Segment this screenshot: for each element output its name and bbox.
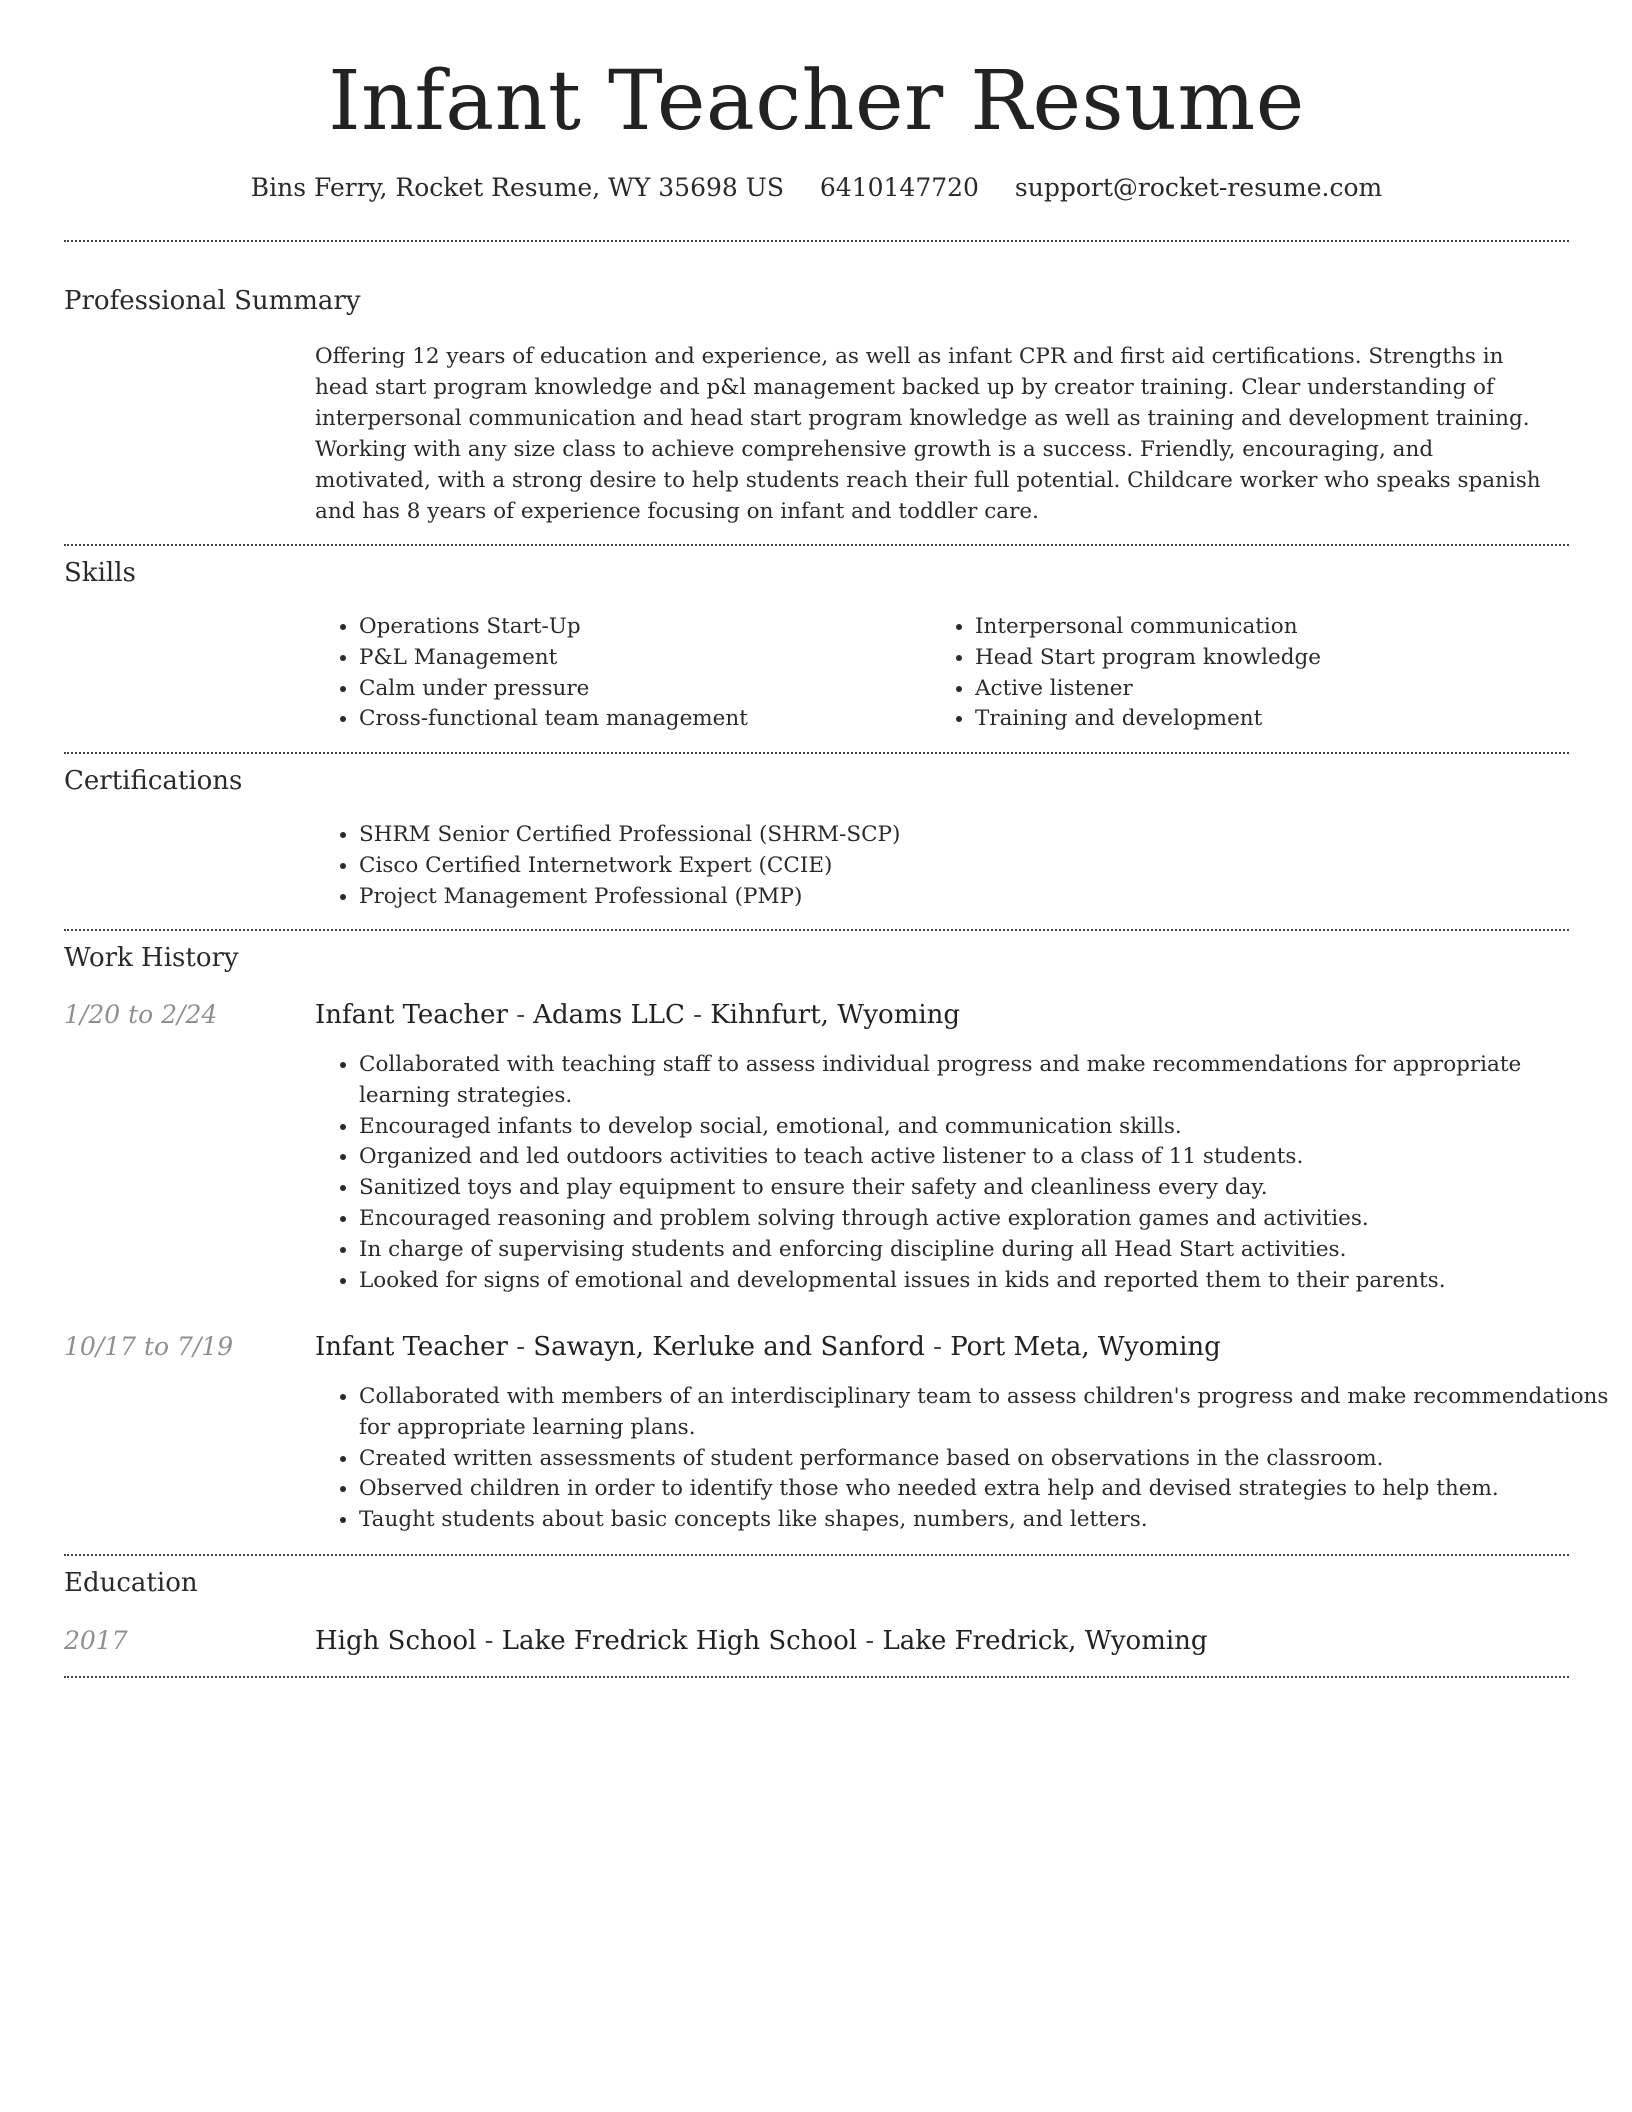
certification-item: • Cisco Certified Internetwork Expert (CCIE) [359, 851, 1559, 882]
job-title-line [315, 1330, 1221, 1364]
job-bullet: • Encouraged infants to develop social, emotional, and communication skills. [359, 1112, 1609, 1143]
title-separator: - [924, 1332, 951, 1362]
contact-phone: 6410147720 [819, 173, 979, 202]
job-bullet: • Sanitized toys and play equipment to ensure their safety and cleanliness every day. [359, 1173, 1609, 1204]
certification-item: • Project Management Professional (PMP) [359, 882, 1559, 913]
contact-email: support@rocket-resume.com [1014, 173, 1383, 202]
summary-divider [64, 544, 1569, 546]
job-bullet: • In charge of supervising students and enforcing discipline during all Head Start activities. [359, 1235, 1609, 1266]
skill-item: • Operations Start-Up [359, 612, 929, 643]
skill-item: • Head Start program knowledge [975, 643, 1575, 674]
job-bullet: • Created written assessments of student performance based on observations in the classroom. [359, 1444, 1609, 1475]
work-history-heading: Work History [64, 943, 239, 973]
skills-list-right [931, 612, 1575, 735]
summary-heading: Professional Summary [64, 286, 361, 316]
contact-address: Bins Ferry, Rocket Resume, WY 35698 US [250, 173, 784, 202]
job-bullets [315, 1382, 1609, 1536]
skill-item: • Training and development [975, 704, 1575, 735]
education-title-line [315, 1624, 1208, 1658]
job-company: Adams LLC [533, 1000, 685, 1030]
work-history-divider [64, 1554, 1569, 1556]
title-separator: - [684, 1000, 711, 1030]
title-separator: - [507, 1332, 534, 1362]
certifications-divider [64, 929, 1569, 931]
skill-item: • P&L Management [359, 643, 929, 674]
education-school: Lake Fredrick High School [501, 1626, 858, 1656]
job-title-line [315, 998, 960, 1032]
job-bullet: • Taught students about basic concepts like shapes, numbers, and letters. [359, 1505, 1609, 1536]
skills-list-left [315, 612, 929, 735]
job-bullets [315, 1050, 1609, 1296]
title-separator: - [857, 1626, 883, 1656]
education-degree: High School [315, 1626, 477, 1656]
contact-line [64, 170, 1569, 206]
resume-title: Infant Teacher Resume [328, 54, 1305, 149]
job-dates: 1/20 to 2/24 [64, 1000, 218, 1029]
education-year: 2017 [64, 1626, 128, 1655]
header-divider [64, 240, 1569, 242]
job-location: Port Meta, Wyoming [950, 1332, 1221, 1362]
education-divider [64, 1676, 1569, 1678]
certifications-heading: Certifications [64, 766, 243, 796]
skills-divider [64, 752, 1569, 754]
skill-item: • Calm under pressure [359, 674, 929, 705]
skill-item: • Cross-functional team management [359, 704, 929, 735]
job-bullet: • Collaborated with members of an interdisciplinary team to assess children's progress and make recommendations for appropriate learning plans. [359, 1382, 1609, 1444]
job-bullet: • Looked for signs of emotional and developmental issues in kids and reported them to their parents. [359, 1266, 1609, 1297]
skill-item: • Active listener [975, 674, 1575, 705]
title-separator: - [476, 1626, 502, 1656]
job-bullet: • Observed children in order to identify those who needed extra help and devised strategies to help them. [359, 1474, 1609, 1505]
skill-item: • Interpersonal communication [975, 612, 1575, 643]
job-bullet: • Encouraged reasoning and problem solving through active exploration games and activities. [359, 1204, 1609, 1235]
job-location: Kihnfurt, Wyoming [710, 1000, 961, 1030]
education-location: Lake Fredrick, Wyoming [882, 1626, 1208, 1656]
skills-heading: Skills [64, 558, 136, 588]
job-role: Infant Teacher [315, 1000, 508, 1030]
job-company: Sawayn, Kerluke and Sanford [533, 1332, 925, 1362]
job-bullet: • Organized and led outdoors activities to teach active listener to a class of 11 students. [359, 1142, 1609, 1173]
education-heading: Education [64, 1568, 198, 1598]
summary-text: Offering 12 years of education and experience, as well as infant CPR and first aid certifications. Strengths in head start program knowledge and p&l management backed up by creator training. Clear understanding of interpersonal communication and head start program knowledge as well as training and development training. Working with any size class to achieve comprehensive growth is a success. Friendly, encouraging, and motivated, with a strong desire to help students reach their full potential. Childcare worker who speaks spanish and has 8 years of experience focusing on infant and toddler care. [315, 344, 1541, 524]
job-role: Infant Teacher [315, 1332, 508, 1362]
job-dates: 10/17 to 7/19 [64, 1332, 234, 1361]
certification-item: • SHRM Senior Certified Professional (SHRM-SCP) [359, 820, 1559, 851]
job-bullet: • Collaborated with teaching staff to assess individual progress and make recommendations for appropriate learning strategies. [359, 1050, 1609, 1112]
certifications-list [315, 820, 1559, 912]
title-separator: - [507, 1000, 534, 1030]
